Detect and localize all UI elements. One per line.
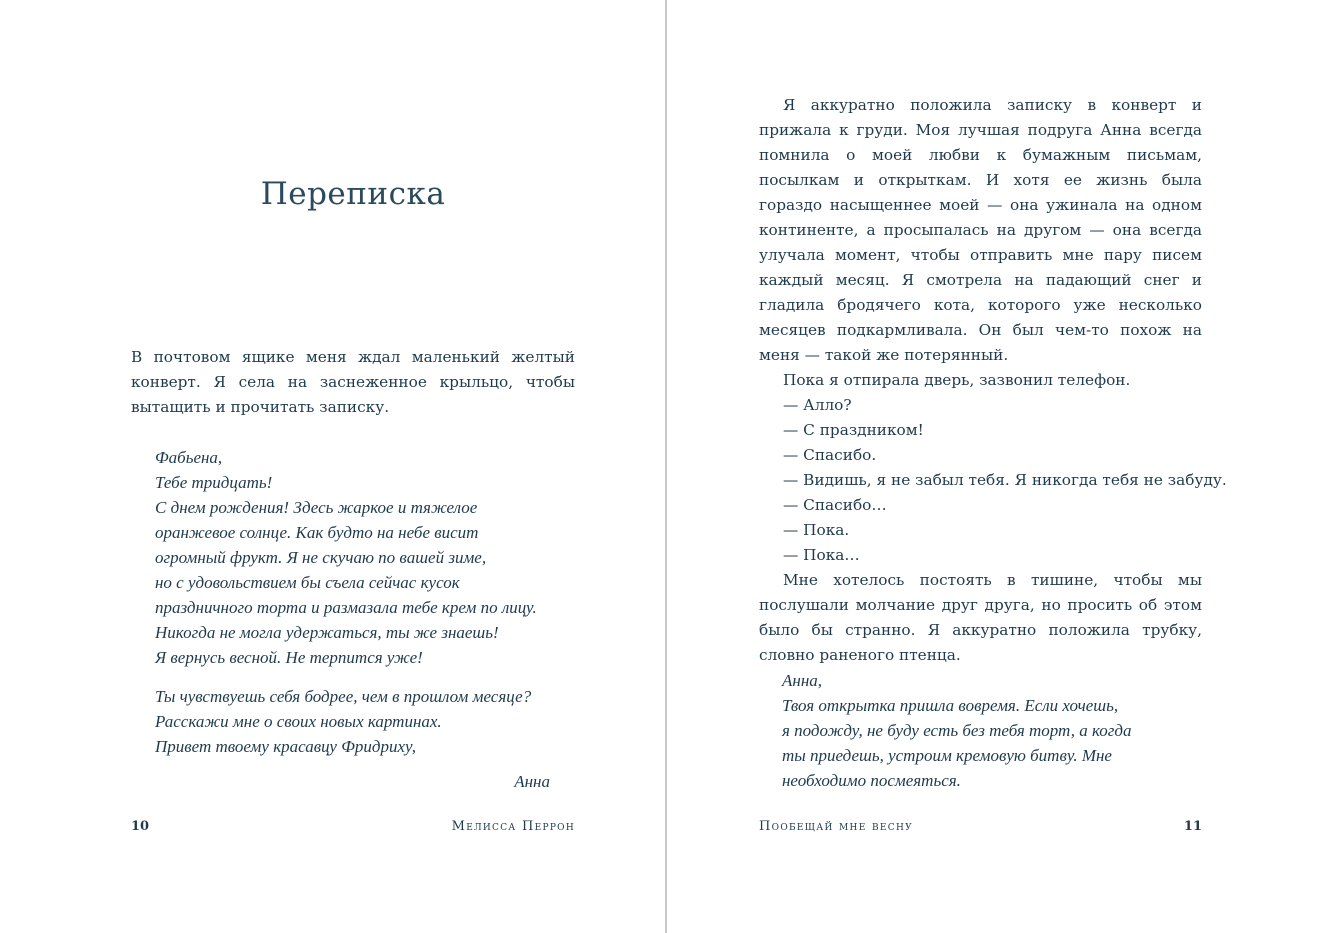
paragraph: Мне хотелось постоять в тишине, чтобы мы послушали молчание друг друга, но просить об этом было бы странно. Я аккуратно положила трубку, словно раненого птенца. <box>759 571 1202 664</box>
dialogue-line: — Спасибо… <box>783 496 887 514</box>
letter-line: праздничного торта и размазала тебе крем по лицу. <box>155 598 537 617</box>
letter-block-second <box>155 684 555 759</box>
left-page <box>0 0 665 933</box>
reply-line: ты приедешь, устроим кремовую битву. Мне <box>782 746 1112 765</box>
page-number-right: 11 <box>1183 819 1202 834</box>
letter-line: Расскажи мне о своих новых картинах. <box>155 712 442 731</box>
right-page <box>667 0 1331 933</box>
running-head-title: Пообещай мне весну <box>759 819 913 834</box>
page-number-left: 10 <box>131 819 150 834</box>
dialogue-line: — Пока… <box>783 546 860 564</box>
paragraph: Пока я отпирала дверь, зазвонил телефон. <box>783 371 1131 389</box>
dialogue-line: — Спасибо. <box>783 446 877 464</box>
letter-line: Я вернусь весной. Не терпится уже! <box>155 648 423 667</box>
reply-line: Анна, <box>782 671 823 690</box>
letter-line: огромный фрукт. Я не скучаю по вашей зиме, <box>155 548 487 567</box>
body-text <box>759 93 1227 668</box>
letter-line: Тебе тридцать! <box>155 473 273 492</box>
paragraph: Я аккуратно положила записку в конверт и прижала к груди. Моя лучшая подруга Анна всегда помнила о моей любви к бумажным письмам, посылкам и открыткам. И хотя ее жизнь была гораздо насыщеннее моей — она ужинала на одном континенте, а просыпалась на другом — она всегда улучала момент, чтобы отправить мне пару писем каждый месяц. Я смотрела на падающий снег и гладила бродячего кота, которого уже несколько месяцев подкармливала. Он был чем-то похож на меня — такой же потерянный. <box>759 96 1202 364</box>
reply-line: необходимо посмеяться. <box>782 771 961 790</box>
letter-block <box>155 445 555 670</box>
intro-paragraph <box>131 345 575 420</box>
dialogue-line: — Алло? <box>783 396 852 414</box>
letter-line: С днем рождения! Здесь жаркое и тяжелое <box>155 498 478 517</box>
intro-text: В почтовом ящике меня ждал маленький желтый конверт. Я села на заснеженное крыльцо, чтобы вытащить и прочитать записку. <box>131 348 575 416</box>
letter-line: Никогда не могла удержаться, ты же знаешь! <box>155 623 499 642</box>
reply-letter <box>782 668 1182 793</box>
reply-line: Твоя открытка пришла вовремя. Если хочешь, <box>782 696 1119 715</box>
letter-line: Фабьена, <box>155 448 223 467</box>
dialogue-line: — Видишь, я не забыл тебя. Я никогда тебя не забуду. <box>783 471 1227 489</box>
reply-line: я подожду, не буду есть без тебя торт, а когда <box>782 721 1132 740</box>
letter-line: Привет твоему красавцу Фридриху, <box>155 737 416 756</box>
running-head-author: Мелисса Перрон <box>451 819 575 834</box>
letter-line: но с удовольствием бы съела сейчас кусок <box>155 573 460 592</box>
letter-line: Ты чувствуешь себя бодрее, чем в прошлом месяце? <box>155 687 532 706</box>
letter-signature: Анна <box>514 772 550 791</box>
chapter-title: Переписка <box>260 176 446 212</box>
dialogue-line: — С праздником! <box>783 421 924 439</box>
dialogue-line: — Пока. <box>783 521 850 539</box>
letter-line: оранжевое солнце. Как будто на небе висит <box>155 523 479 542</box>
